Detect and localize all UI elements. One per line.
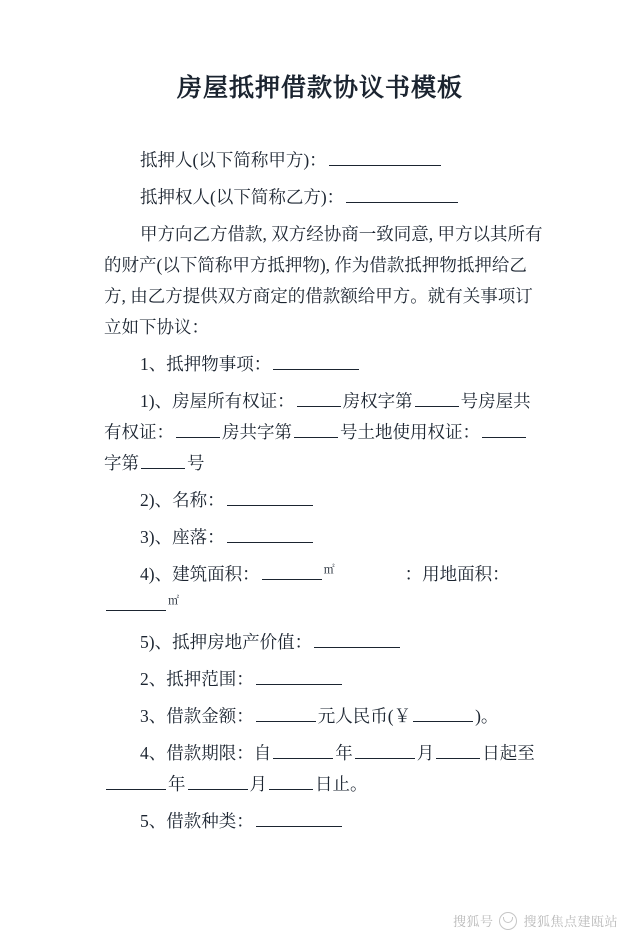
label-item-4-a: 4、借款期限：自 [140,742,272,763]
label-item-4-b: 年 [335,742,353,763]
label-item-4-e: 年 [168,773,186,794]
label-item-2: 2、抵押范围： [140,668,254,689]
label-item-1: 1、抵押物事项： [140,353,272,374]
fill-blank[interactable] [188,770,248,789]
paragraph-item-3 [104,701,544,732]
label-item-1-4-a: 4)、建筑面积： [140,563,260,584]
fill-blank[interactable] [106,770,166,789]
fill-blank[interactable] [256,807,342,826]
fill-blank[interactable] [176,418,220,437]
fill-blank[interactable] [436,739,480,758]
fill-blank[interactable] [329,146,441,165]
label-item-1-1-b: 房权字第 [342,390,413,411]
paragraph-preamble: 甲方向乙方借款, 双方经协商一致同意, 甲方以其所有的财产(以下简称甲方抵押物), 作为借款抵押物抵押给乙方, 由乙方提供双方商定的借款额给甲方。就有关事项订立如下协议： [104,223,543,337]
paragraph-item-1-5 [104,627,544,658]
sohu-logo-icon [499,912,517,930]
fill-blank[interactable] [482,418,526,437]
label-item-3-b: 元人民币(￥ [317,705,412,726]
fill-blank[interactable] [273,350,359,369]
fill-blank[interactable] [141,449,185,468]
label-mortgagee: 抵押权人(以下简称乙方)： [140,186,345,207]
label-item-4-d: 日起至 [482,742,535,763]
label-item-1-4-b: ：用地面积： [334,563,510,584]
fill-blank[interactable] [106,591,166,610]
paragraph-mortgagee [104,182,544,213]
paragraph-item-1 [104,349,544,380]
fill-blank[interactable] [256,702,316,721]
page-title: 房屋抵押借款协议书模板 [176,74,463,102]
fill-blank[interactable] [227,523,313,542]
fill-blank[interactable] [269,770,313,789]
paragraph-item-1-4 [104,559,544,621]
document-page [0,72,640,948]
label-item-1-5: 5)、抵押房地产价值： [140,631,313,652]
paragraph-item-1-1 [104,386,544,479]
paragraph-item-5 [104,806,544,837]
fill-blank[interactable] [227,486,313,505]
label-item-1-1-a: 1)、房屋所有权证： [140,390,295,411]
fill-blank[interactable] [297,387,341,406]
fill-blank[interactable] [273,739,333,758]
fill-blank[interactable] [415,387,459,406]
label-item-1-1-g: 号 [187,452,205,473]
watermark [453,911,618,930]
label-item-1-2: 2)、名称： [140,489,225,510]
label-item-1-1-f: 字第 [104,452,139,473]
label-item-3-a: 3、借款金额： [140,705,254,726]
label-item-3-c: )。 [475,705,499,726]
watermark-channel: 搜狐焦点建瓯站 [523,914,618,929]
fill-blank[interactable] [294,418,338,437]
fill-blank[interactable] [346,183,458,202]
unit-square-meter: ㎡ [168,594,179,607]
fill-blank[interactable] [355,739,415,758]
label-item-5: 5、借款种类： [140,810,254,831]
paragraph-mortgagor [104,145,544,176]
label-item-1-3: 3)、座落： [140,526,225,547]
paragraph-item-2 [104,664,544,695]
paragraph-item-4 [104,738,544,800]
label-item-4-c: 月 [416,742,435,763]
label-item-4-g: 日止。 [315,773,368,794]
label-item-1-1-e: 号土地使用权证： [340,421,480,442]
fill-blank[interactable] [262,560,322,579]
label-item-4-f: 月 [249,773,267,794]
paragraph-item-1-3 [104,522,544,553]
label-mortgagor: 抵押人(以下简称甲方)： [140,149,327,170]
unit-square-meter: ㎡ [323,563,335,576]
fill-blank[interactable] [413,702,473,721]
paragraph-item-1-2 [104,485,544,516]
fill-blank[interactable] [256,665,342,684]
label-item-1-1-c: 号房屋共有权证： [104,390,531,442]
fill-blank[interactable] [314,628,400,647]
document-body [0,145,640,837]
label-item-1-1-d: 房共字第 [222,421,292,442]
watermark-account: 搜狐号 [452,914,494,929]
